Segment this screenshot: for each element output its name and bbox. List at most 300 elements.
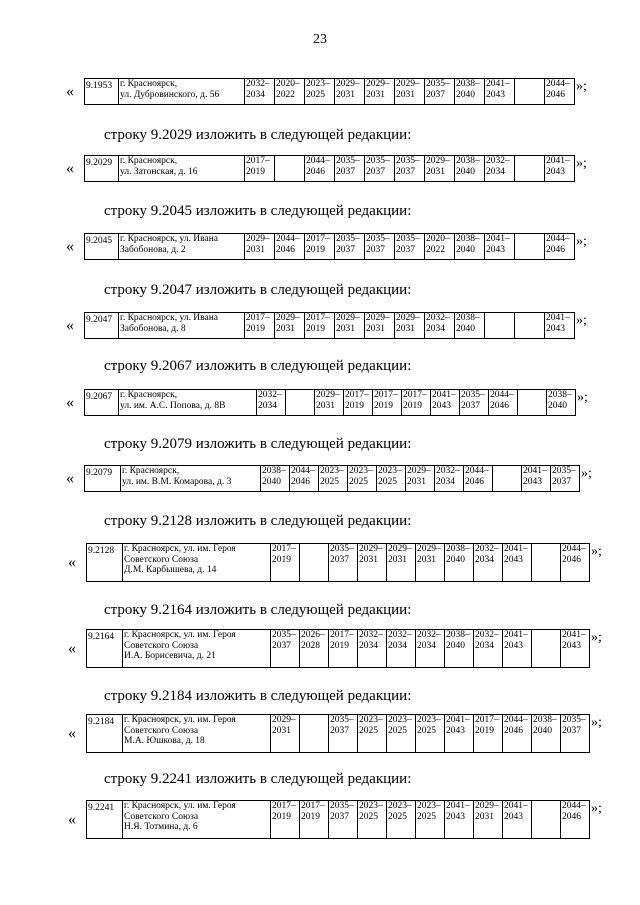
year-start: 2032– bbox=[246, 79, 270, 89]
year-end: 2025 bbox=[417, 811, 436, 822]
year-start: 2017– bbox=[306, 313, 330, 323]
year-end: 2040 bbox=[533, 725, 552, 736]
year-end: 2028 bbox=[301, 640, 320, 651]
address-cell bbox=[123, 630, 271, 668]
opening-quote: « bbox=[66, 470, 74, 487]
year-range-cell bbox=[300, 630, 329, 668]
year-start: 2035– bbox=[330, 715, 354, 725]
opening-quote: « bbox=[66, 83, 74, 100]
year-start: 2017– bbox=[246, 313, 270, 323]
year-start: 2017– bbox=[301, 801, 325, 811]
year-start: 2029– bbox=[316, 390, 340, 400]
year-range-cell bbox=[271, 544, 300, 582]
year-start: 2023– bbox=[359, 801, 383, 811]
year-end: 2019 bbox=[306, 244, 325, 255]
address-cell bbox=[119, 156, 245, 182]
year-range-cell bbox=[493, 466, 522, 492]
year-range-cell bbox=[365, 79, 395, 105]
year-start: 2023– bbox=[417, 801, 441, 811]
year-start: 2029– bbox=[417, 544, 441, 554]
year-end: 2040 bbox=[456, 89, 475, 100]
year-start: 2044– bbox=[562, 801, 586, 811]
address-cell bbox=[123, 544, 271, 582]
year-range-cell bbox=[425, 234, 455, 260]
address-line: Советского Союза bbox=[124, 811, 199, 822]
table-row bbox=[85, 79, 575, 105]
schedule-row-table bbox=[84, 233, 575, 260]
row-number-cell: 9.2164 bbox=[87, 630, 123, 668]
year-range-cell bbox=[455, 156, 485, 182]
year-range-cell bbox=[503, 715, 532, 753]
address-line: Н.Я. Тотмина, д. 6 bbox=[124, 822, 198, 832]
closing-quote: »; bbox=[591, 544, 602, 559]
year-end: 2037 bbox=[330, 554, 349, 565]
year-range-cell bbox=[445, 715, 474, 753]
address-cell bbox=[119, 313, 245, 339]
year-range-cell bbox=[503, 544, 532, 582]
year-range-cell bbox=[329, 715, 358, 753]
row-number-cell: 9.2184 bbox=[87, 715, 123, 753]
row-number-cell: 9.2045 bbox=[85, 234, 119, 260]
year-start: 2029– bbox=[396, 79, 420, 89]
year-start: 2017– bbox=[272, 544, 296, 554]
schedule-row-table bbox=[86, 800, 590, 839]
year-start: 2032– bbox=[486, 156, 510, 166]
year-start: 2041– bbox=[546, 156, 570, 166]
year-start: 2035– bbox=[396, 156, 420, 166]
year-range-cell bbox=[485, 234, 515, 260]
year-range-cell bbox=[365, 313, 395, 339]
year-end: 2037 bbox=[426, 89, 445, 100]
year-start: 2020– bbox=[276, 79, 300, 89]
year-start: 2035– bbox=[552, 466, 576, 476]
year-end: 2031 bbox=[336, 323, 355, 334]
year-start: 2023– bbox=[417, 715, 441, 725]
row-number-cell: 9.2047 bbox=[85, 313, 119, 339]
year-range-cell bbox=[503, 801, 532, 839]
year-start: 2038– bbox=[548, 390, 572, 400]
table-row bbox=[85, 234, 575, 260]
closing-quote: »; bbox=[576, 79, 587, 94]
year-end: 2019 bbox=[345, 400, 364, 411]
edit-instruction-heading: строку 9.2029 изложить в следующей редакции: bbox=[104, 127, 412, 143]
year-range-cell bbox=[245, 79, 275, 105]
year-range-cell bbox=[245, 313, 275, 339]
year-range-cell bbox=[561, 801, 590, 839]
year-range-cell bbox=[271, 801, 300, 839]
year-range-cell bbox=[406, 466, 435, 492]
year-start: 2029– bbox=[246, 234, 270, 244]
year-start: 2035– bbox=[366, 156, 390, 166]
year-range-cell bbox=[271, 715, 300, 753]
year-start: 2023– bbox=[378, 466, 402, 476]
address-line: Советского Союза bbox=[124, 640, 199, 651]
year-range-cell bbox=[373, 390, 402, 416]
edit-instruction-heading: строку 9.2164 изложить в следующей редакции: bbox=[104, 602, 412, 618]
year-start: 2041– bbox=[562, 630, 586, 640]
year-end: 2037 bbox=[562, 725, 581, 736]
year-end: 2025 bbox=[388, 725, 407, 736]
year-end: 2034 bbox=[417, 640, 436, 651]
year-end: 2025 bbox=[359, 725, 378, 736]
year-range-cell bbox=[329, 544, 358, 582]
year-range-cell bbox=[503, 630, 532, 668]
year-end: 2043 bbox=[523, 476, 542, 487]
year-start: 2029– bbox=[388, 544, 412, 554]
address-line: г. Красноярск, ул. им. Героя bbox=[124, 630, 236, 640]
year-start: 2044– bbox=[546, 234, 570, 244]
year-end: 2046 bbox=[546, 244, 565, 255]
year-start: 2032– bbox=[426, 313, 450, 323]
address-line: Д.М. Карбышева, д. 14 bbox=[124, 565, 217, 575]
year-start: 2029– bbox=[276, 313, 300, 323]
year-start: 2035– bbox=[426, 79, 450, 89]
year-end: 2046 bbox=[562, 811, 581, 822]
year-end: 2043 bbox=[504, 640, 523, 651]
year-start: 2035– bbox=[272, 630, 296, 640]
closing-quote: »; bbox=[591, 630, 602, 645]
closing-quote: »; bbox=[577, 390, 588, 405]
year-range-cell bbox=[319, 466, 348, 492]
year-end: 2043 bbox=[504, 811, 523, 822]
year-end: 2031 bbox=[407, 476, 426, 487]
year-end: 2034 bbox=[388, 640, 407, 651]
year-end: 2046 bbox=[504, 725, 523, 736]
year-end: 2040 bbox=[262, 476, 281, 487]
address-line: г. Красноярск, ул. им. Героя bbox=[124, 544, 236, 554]
year-end: 2031 bbox=[366, 323, 385, 334]
year-end: 2040 bbox=[456, 244, 475, 255]
table-row bbox=[87, 544, 590, 582]
year-range-cell bbox=[335, 156, 365, 182]
closing-quote: »; bbox=[581, 466, 592, 481]
year-range-cell bbox=[387, 715, 416, 753]
year-range-cell bbox=[445, 544, 474, 582]
year-end: 2025 bbox=[320, 476, 339, 487]
year-start: 2041– bbox=[432, 390, 456, 400]
year-range-cell bbox=[335, 313, 365, 339]
year-range-cell bbox=[416, 715, 445, 753]
year-range-cell bbox=[425, 313, 455, 339]
year-start: 2038– bbox=[456, 234, 480, 244]
year-range-cell bbox=[335, 234, 365, 260]
address-line: И.А. Борисевича, д. 21 bbox=[124, 651, 216, 661]
opening-quote: « bbox=[68, 811, 76, 828]
year-end: 2043 bbox=[562, 640, 581, 651]
year-range-cell bbox=[286, 390, 315, 416]
schedule-row-table bbox=[84, 465, 580, 492]
year-range-cell bbox=[344, 390, 373, 416]
year-range-cell bbox=[474, 544, 503, 582]
year-range-cell bbox=[358, 630, 387, 668]
year-range-cell bbox=[474, 801, 503, 839]
address-cell bbox=[119, 79, 245, 105]
year-start: 2029– bbox=[396, 313, 420, 323]
year-end: 2043 bbox=[546, 323, 565, 334]
opening-quote: « bbox=[68, 640, 76, 657]
year-end: 2046 bbox=[490, 400, 509, 411]
address-line: ул. им. В.М. Комарова, д. 3 bbox=[122, 476, 232, 487]
year-start: 2023– bbox=[306, 79, 330, 89]
year-range-cell bbox=[305, 156, 335, 182]
year-range-cell bbox=[425, 156, 455, 182]
opening-quote: « bbox=[66, 394, 74, 411]
year-end: 2031 bbox=[272, 725, 291, 736]
year-range-cell bbox=[532, 630, 561, 668]
year-range-cell bbox=[358, 715, 387, 753]
schedule-row-table bbox=[84, 78, 575, 105]
year-start: 2029– bbox=[366, 313, 390, 323]
schedule-row-table bbox=[84, 389, 576, 416]
year-end: 2031 bbox=[396, 323, 415, 334]
year-end: 2034 bbox=[246, 89, 265, 100]
year-range-cell bbox=[455, 79, 485, 105]
year-end: 2019 bbox=[272, 554, 291, 565]
year-start: 2041– bbox=[504, 630, 528, 640]
year-start: 2026– bbox=[301, 630, 325, 640]
year-end: 2025 bbox=[306, 89, 325, 100]
year-end: 2031 bbox=[396, 89, 415, 100]
year-start: 2029– bbox=[475, 801, 499, 811]
year-range-cell bbox=[547, 390, 576, 416]
year-range-cell bbox=[515, 156, 545, 182]
year-range-cell bbox=[275, 234, 305, 260]
year-start: 2038– bbox=[446, 544, 470, 554]
year-end: 2019 bbox=[301, 811, 320, 822]
address-line: г. Красноярск, bbox=[120, 390, 178, 400]
year-end: 2037 bbox=[366, 166, 385, 177]
year-end: 2019 bbox=[306, 323, 325, 334]
address-line: г. Красноярск, ул. Ивана bbox=[120, 313, 219, 323]
year-range-cell bbox=[329, 801, 358, 839]
year-range-cell bbox=[395, 79, 425, 105]
year-range-cell bbox=[395, 313, 425, 339]
year-range-cell bbox=[485, 156, 515, 182]
table-row bbox=[85, 466, 580, 492]
year-range-cell bbox=[305, 79, 335, 105]
address-line: М.А. Юшкова, д. 18 bbox=[124, 736, 205, 746]
address-line: г. Красноярск, bbox=[120, 79, 178, 89]
year-end: 2025 bbox=[359, 811, 378, 822]
year-end: 2037 bbox=[461, 400, 480, 411]
year-range-cell bbox=[545, 156, 575, 182]
year-end: 2046 bbox=[306, 166, 325, 177]
year-start: 2044– bbox=[291, 466, 315, 476]
year-end: 2043 bbox=[446, 725, 465, 736]
year-range-cell bbox=[545, 79, 575, 105]
year-end: 2040 bbox=[446, 554, 465, 565]
year-end: 2040 bbox=[446, 640, 465, 651]
year-range-cell bbox=[561, 630, 590, 668]
row-number-cell: 9.2079 bbox=[85, 466, 121, 492]
year-end: 2031 bbox=[316, 400, 335, 411]
address-line: г. Красноярск, bbox=[122, 466, 180, 476]
year-range-cell bbox=[300, 715, 329, 753]
edit-instruction-heading: строку 9.2184 изложить в следующей редакции: bbox=[104, 688, 412, 704]
year-start: 2017– bbox=[306, 234, 330, 244]
year-range-cell bbox=[300, 801, 329, 839]
year-start: 2038– bbox=[262, 466, 286, 476]
year-start: 2044– bbox=[465, 466, 489, 476]
year-end: 2022 bbox=[276, 89, 295, 100]
year-start: 2023– bbox=[388, 715, 412, 725]
year-start: 2017– bbox=[374, 390, 398, 400]
year-start: 2035– bbox=[461, 390, 485, 400]
year-range-cell bbox=[515, 313, 545, 339]
year-range-cell bbox=[551, 466, 580, 492]
year-end: 2040 bbox=[548, 400, 567, 411]
year-range-cell bbox=[532, 715, 561, 753]
address-line: Забобонова, д. 2 bbox=[120, 244, 186, 255]
year-range-cell bbox=[455, 313, 485, 339]
year-range-cell bbox=[358, 544, 387, 582]
year-end: 2019 bbox=[374, 400, 393, 411]
row-number-cell: 9.2241 bbox=[87, 801, 123, 839]
year-end: 2046 bbox=[546, 89, 565, 100]
year-start: 2032– bbox=[388, 630, 412, 640]
year-end: 2031 bbox=[366, 89, 385, 100]
year-end: 2037 bbox=[366, 244, 385, 255]
opening-quote: « bbox=[66, 317, 74, 334]
year-start: 2041– bbox=[504, 544, 528, 554]
year-start: 2038– bbox=[456, 313, 480, 323]
year-range-cell bbox=[387, 544, 416, 582]
year-range-cell bbox=[522, 466, 551, 492]
year-start: 2035– bbox=[330, 801, 354, 811]
year-end: 2043 bbox=[504, 554, 523, 565]
year-end: 2034 bbox=[436, 476, 455, 487]
year-start: 2017– bbox=[330, 630, 354, 640]
year-range-cell bbox=[300, 544, 329, 582]
year-start: 2044– bbox=[490, 390, 514, 400]
year-start: 2023– bbox=[320, 466, 344, 476]
year-range-cell bbox=[515, 79, 545, 105]
year-range-cell bbox=[275, 156, 305, 182]
address-cell bbox=[123, 715, 271, 753]
year-end: 2034 bbox=[475, 554, 494, 565]
year-range-cell bbox=[305, 234, 335, 260]
year-range-cell bbox=[464, 466, 493, 492]
address-cell bbox=[121, 466, 261, 492]
address-line: ул. Дубровинского, д. 56 bbox=[120, 89, 220, 100]
year-end: 2043 bbox=[432, 400, 451, 411]
year-start: 2035– bbox=[336, 234, 360, 244]
opening-quote: « bbox=[66, 238, 74, 255]
page-number: 23 bbox=[313, 32, 327, 47]
year-end: 2031 bbox=[359, 554, 378, 565]
table-row bbox=[85, 390, 576, 416]
year-end: 2019 bbox=[272, 811, 291, 822]
year-start: 2020– bbox=[426, 234, 450, 244]
closing-quote: »; bbox=[576, 234, 587, 249]
address-line: Советского Союза bbox=[124, 725, 199, 736]
year-start: 2038– bbox=[456, 79, 480, 89]
year-end: 2043 bbox=[546, 166, 565, 177]
year-end: 2043 bbox=[486, 244, 505, 255]
year-end: 2037 bbox=[330, 811, 349, 822]
address-line: г. Красноярск, bbox=[120, 156, 178, 166]
year-end: 2037 bbox=[552, 476, 571, 487]
year-range-cell bbox=[387, 801, 416, 839]
year-range-cell bbox=[416, 801, 445, 839]
year-start: 2032– bbox=[475, 630, 499, 640]
schedule-row-table bbox=[86, 629, 590, 668]
year-range-cell bbox=[395, 234, 425, 260]
year-end: 2037 bbox=[336, 166, 355, 177]
year-end: 2022 bbox=[426, 244, 445, 255]
year-range-cell bbox=[561, 544, 590, 582]
year-end: 2040 bbox=[456, 166, 475, 177]
year-start: 2035– bbox=[330, 544, 354, 554]
year-start: 2041– bbox=[504, 801, 528, 811]
address-cell bbox=[119, 234, 245, 260]
year-end: 2034 bbox=[475, 640, 494, 651]
year-end: 2031 bbox=[417, 554, 436, 565]
year-end: 2031 bbox=[426, 166, 445, 177]
year-end: 2046 bbox=[562, 554, 581, 565]
year-end: 2043 bbox=[446, 811, 465, 822]
year-range-cell bbox=[455, 234, 485, 260]
year-end: 2019 bbox=[246, 323, 265, 334]
year-range-cell bbox=[335, 79, 365, 105]
year-end: 2019 bbox=[330, 640, 349, 651]
year-start: 2032– bbox=[258, 390, 282, 400]
year-end: 2034 bbox=[359, 640, 378, 651]
year-range-cell bbox=[489, 390, 518, 416]
year-start: 2017– bbox=[345, 390, 369, 400]
year-start: 2017– bbox=[403, 390, 427, 400]
year-range-cell bbox=[474, 630, 503, 668]
year-end: 2019 bbox=[246, 166, 265, 177]
year-start: 2035– bbox=[562, 715, 586, 725]
year-range-cell bbox=[416, 630, 445, 668]
year-range-cell bbox=[245, 156, 275, 182]
year-start: 2032– bbox=[359, 630, 383, 640]
year-range-cell bbox=[348, 466, 377, 492]
table-row bbox=[87, 715, 590, 753]
closing-quote: »; bbox=[576, 156, 587, 171]
year-range-cell bbox=[545, 234, 575, 260]
year-start: 2035– bbox=[396, 234, 420, 244]
year-start: 2044– bbox=[276, 234, 300, 244]
table-row bbox=[85, 313, 575, 339]
edit-instruction-heading: строку 9.2067 изложить в следующей редакции: bbox=[104, 358, 412, 374]
year-start: 2032– bbox=[436, 466, 460, 476]
year-end: 2034 bbox=[426, 323, 445, 334]
year-start: 2041– bbox=[523, 466, 547, 476]
year-range-cell bbox=[561, 715, 590, 753]
edit-instruction-heading: строку 9.2079 изложить в следующей редакции: bbox=[104, 436, 412, 452]
table-row bbox=[85, 156, 575, 182]
year-start: 2041– bbox=[546, 313, 570, 323]
address-cell bbox=[119, 390, 257, 416]
year-start: 2044– bbox=[562, 544, 586, 554]
edit-instruction-heading: строку 9.2045 изложить в следующей редакции: bbox=[104, 203, 412, 219]
closing-quote: »; bbox=[591, 715, 602, 730]
year-start: 2029– bbox=[366, 79, 390, 89]
year-range-cell bbox=[402, 390, 431, 416]
year-range-cell bbox=[425, 79, 455, 105]
closing-quote: »; bbox=[576, 313, 587, 328]
year-end: 2025 bbox=[378, 476, 397, 487]
year-end: 2031 bbox=[276, 323, 295, 334]
year-start: 2041– bbox=[486, 234, 510, 244]
year-range-cell bbox=[545, 313, 575, 339]
schedule-row-table bbox=[86, 543, 590, 582]
opening-quote: « bbox=[68, 554, 76, 571]
address-cell bbox=[123, 801, 271, 839]
edit-instruction-heading: строку 9.2128 изложить в следующей редакции: bbox=[104, 513, 412, 529]
